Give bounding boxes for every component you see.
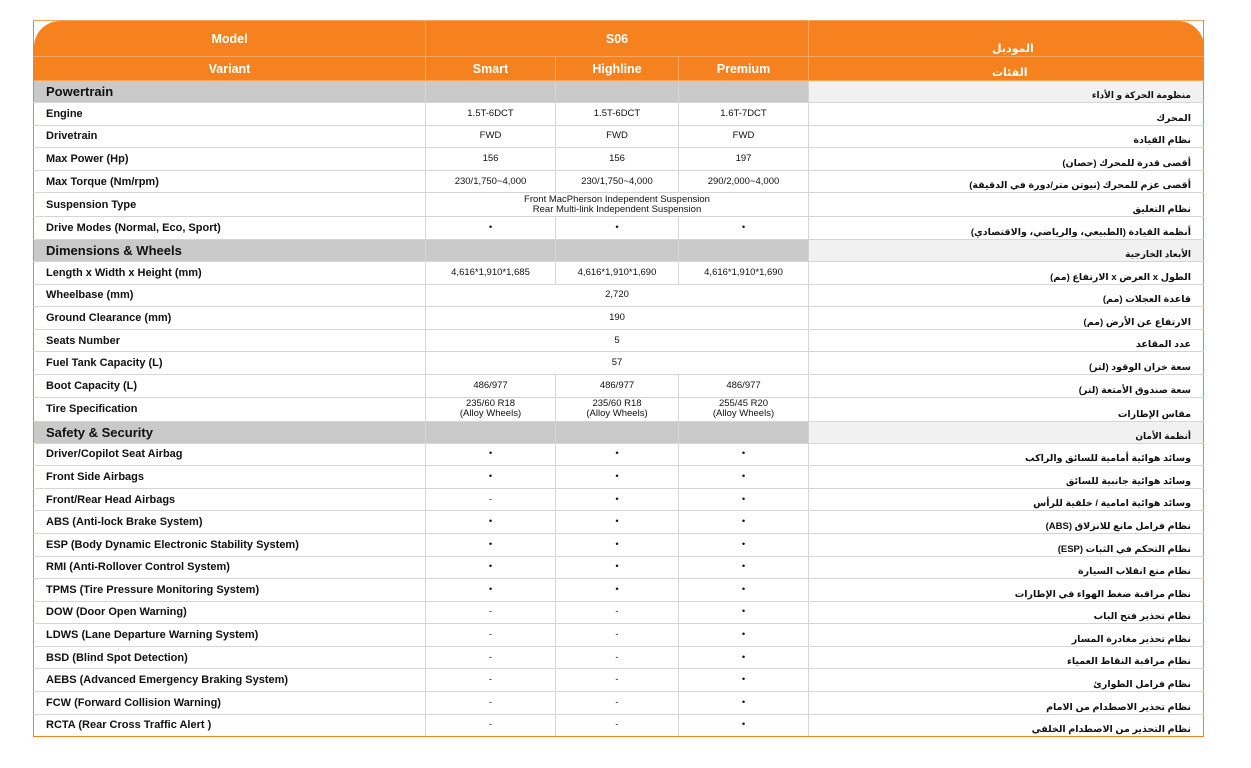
spec-value-premium — [679, 714, 809, 737]
spec-label-ar: وسائد هوائية جانبية للسائق — [809, 466, 1204, 489]
spec-value-line: - — [488, 696, 493, 708]
spec-value-line: • — [741, 719, 746, 731]
spec-label-ar: نظام القيادة — [809, 125, 1204, 148]
spec-row — [34, 352, 1204, 375]
spec-label-ar: نظام تحذير مغادرة المسار — [809, 624, 1204, 647]
spec-value-premium — [679, 217, 809, 240]
spec-label-ar: نظام تحذير فتح الباب — [809, 601, 1204, 624]
spec-label: AEBS (Advanced Emergency Braking System) — [34, 669, 426, 692]
spec-value-highline — [556, 488, 679, 511]
spec-value-smart — [426, 579, 556, 602]
spec-label-ar: سعة صندوق الأمتعة (لتر) — [809, 374, 1204, 397]
spec-label: FCW (Forward Collision Warning) — [34, 692, 426, 715]
spec-label: Fuel Tank Capacity (L) — [34, 352, 426, 375]
spec-value-line: FWD — [732, 130, 755, 142]
spec-value-line: 4,616*1,910*1,690 — [577, 266, 657, 278]
spec-value-highline — [556, 103, 679, 126]
spec-sheet — [33, 20, 1203, 737]
spec-label: Seats Number — [34, 329, 426, 352]
spec-value-highline — [556, 624, 679, 647]
spec-value-highline — [556, 556, 679, 579]
spec-value-premium — [679, 103, 809, 126]
spec-row — [34, 217, 1204, 240]
spec-value-line: (Alloy Wheels) — [712, 408, 775, 420]
spec-label: Driver/Copilot Seat Airbag — [34, 443, 426, 466]
spec-row — [34, 466, 1204, 489]
spec-value-line: • — [741, 651, 746, 663]
spec-label-ar: نظام فرامل مانع للانزلاق (ABS) — [809, 511, 1204, 534]
spec-row — [34, 193, 1204, 217]
spec-value-highline — [556, 714, 679, 737]
spec-value-line: • — [615, 583, 619, 595]
spec-value-line: 190 — [609, 311, 625, 323]
spec-label: Length x Width x Height (mm) — [34, 261, 426, 284]
spec-value-highline — [556, 170, 679, 193]
spec-value-line: • — [488, 470, 493, 482]
spec-value-line: 230/1,750~4,000 — [454, 175, 527, 187]
section-title-ar: أنظمة الأمان — [809, 421, 1204, 443]
spec-label: RMI (Anti-Rollover Control System) — [34, 556, 426, 579]
spec-row — [34, 125, 1204, 148]
spec-value-line: 4,616*1,910*1,690 — [704, 266, 783, 278]
spec-value-line: 156 — [609, 152, 625, 164]
spec-value-line: FWD — [606, 130, 628, 142]
spec-row — [34, 148, 1204, 171]
spec-value-line: - — [488, 651, 493, 663]
spec-row — [34, 624, 1204, 647]
spec-row — [34, 669, 1204, 692]
spec-value-smart — [426, 148, 556, 171]
section-title: Safety & Security — [34, 421, 426, 443]
spec-value-line: 230/1,750~4,000 — [581, 175, 653, 187]
spec-label-ar: نظام التحذير من الاصطدام الخلفي — [809, 714, 1204, 737]
spec-value-line: 4,616*1,910*1,685 — [451, 266, 530, 278]
spec-value-line: - — [615, 606, 619, 618]
spec-value-line: • — [615, 222, 619, 234]
spec-label: Drive Modes (Normal, Eco, Sport) — [34, 217, 426, 240]
section-header — [34, 81, 1204, 103]
spec-value-premium — [679, 170, 809, 193]
spec-value-smart — [426, 374, 556, 397]
spec-value-all — [426, 193, 809, 217]
spec-value-line: 235/60 R18 — [592, 398, 642, 410]
spec-value-line: 5 — [614, 334, 620, 346]
spec-value-line: • — [741, 470, 746, 482]
spec-label: Tire Specification — [34, 397, 426, 421]
variant-label: Variant — [34, 57, 426, 81]
spec-label: TPMS (Tire Pressure Monitoring System) — [34, 579, 426, 602]
spec-value-smart — [426, 533, 556, 556]
section-title-ar: منظومة الحركة و الأداء — [809, 81, 1204, 103]
spec-value-premium — [679, 443, 809, 466]
spec-value-smart — [426, 714, 556, 737]
spec-value-line: Rear Multi-link Independent Suspension — [532, 203, 702, 215]
spec-value-highline — [556, 397, 679, 421]
section-spacer — [556, 81, 679, 103]
spec-value-premium — [679, 466, 809, 489]
spec-value-line: FWD — [479, 130, 502, 142]
section-spacer — [426, 239, 556, 261]
spec-value-line: 1.6T-7DCT — [720, 107, 767, 119]
spec-value-line: - — [615, 651, 619, 663]
spec-label: BSD (Blind Spot Detection) — [34, 646, 426, 669]
spec-value-line: • — [615, 561, 619, 573]
spec-value-smart — [426, 601, 556, 624]
spec-row — [34, 443, 1204, 466]
section-spacer — [679, 239, 809, 261]
spec-value-highline — [556, 443, 679, 466]
spec-value-premium — [679, 533, 809, 556]
model-value: S06 — [426, 21, 809, 57]
spec-value-line: • — [741, 583, 746, 595]
spec-value-highline — [556, 601, 679, 624]
section-header — [34, 239, 1204, 261]
section-title: Dimensions & Wheels — [34, 239, 426, 261]
spec-label-ar: وسائد هوائية أمامية للسائق والراكب — [809, 443, 1204, 466]
spec-row — [34, 579, 1204, 602]
spec-value-premium — [679, 125, 809, 148]
spec-label: Boot Capacity (L) — [34, 374, 426, 397]
section-spacer — [679, 81, 809, 103]
spec-row — [34, 533, 1204, 556]
spec-value-line: • — [741, 516, 746, 528]
spec-label-ar: الارتفاع عن الأرض (مم) — [809, 307, 1204, 330]
spec-row — [34, 511, 1204, 534]
spec-row — [34, 170, 1204, 193]
spec-value-all — [426, 352, 809, 375]
spec-label-ar: سعة خزان الوقود (لتر) — [809, 352, 1204, 375]
spec-value-smart — [426, 511, 556, 534]
variant-label-ar: الفئات — [809, 57, 1204, 81]
spec-value-line: 486/977 — [599, 379, 635, 391]
spec-label: Wheelbase (mm) — [34, 284, 426, 307]
spec-label-ar: المحرك — [809, 103, 1204, 126]
spec-value-line: - — [488, 674, 493, 686]
spec-value-all — [426, 307, 809, 330]
spec-label: LDWS (Lane Departure Warning System) — [34, 624, 426, 647]
spec-label: Max Power (Hp) — [34, 148, 426, 171]
spec-label-ar: عدد المقاعد — [809, 329, 1204, 352]
section-spacer — [426, 81, 556, 103]
spec-label-ar: نظام تحذير الاصطدام من الامام — [809, 692, 1204, 715]
spec-value-highline — [556, 374, 679, 397]
spec-value-line: 197 — [735, 152, 752, 164]
spec-value-smart — [426, 261, 556, 284]
section-spacer — [426, 421, 556, 443]
spec-row — [34, 692, 1204, 715]
section-spacer — [556, 239, 679, 261]
spec-value-line: - — [488, 493, 493, 505]
spec-value-highline — [556, 261, 679, 284]
spec-value-smart — [426, 125, 556, 148]
spec-label: DOW (Door Open Warning) — [34, 601, 426, 624]
section-spacer — [556, 421, 679, 443]
spec-table — [33, 20, 1204, 737]
spec-value-line: - — [615, 629, 619, 641]
spec-value-smart — [426, 669, 556, 692]
section-header — [34, 421, 1204, 443]
spec-value-premium — [679, 261, 809, 284]
spec-label-ar: أقصى عزم للمحرك (نيوتن متر/دورة في الدقيقة) — [809, 170, 1204, 193]
spec-value-line: - — [615, 696, 619, 708]
spec-value-line: 57 — [611, 357, 623, 369]
spec-value-line: 156 — [482, 152, 499, 164]
spec-value-line: • — [615, 448, 619, 460]
spec-value-line: • — [615, 538, 619, 550]
model-label: Model — [34, 21, 426, 57]
spec-value-premium — [679, 669, 809, 692]
spec-value-line: - — [488, 606, 493, 618]
variant-smart: Smart — [426, 57, 556, 81]
spec-value-line: • — [741, 222, 746, 234]
section-title: Powertrain — [34, 81, 426, 103]
spec-value-line: 486/977 — [473, 379, 508, 391]
spec-value-line: 2,720 — [605, 289, 629, 301]
spec-label: Front Side Airbags — [34, 466, 426, 489]
spec-label-ar: نظام مراقبة النقاط العمياء — [809, 646, 1204, 669]
spec-label-ar: أنظمة القيادة (الطبيعي، والرياضي، والاقتصادي) — [809, 217, 1204, 240]
spec-value-premium — [679, 148, 809, 171]
spec-label-ar: نظام فرامل الطوارئ — [809, 669, 1204, 692]
spec-value-line: • — [615, 493, 619, 505]
spec-label: Drivetrain — [34, 125, 426, 148]
spec-value-smart — [426, 466, 556, 489]
spec-label-ar: أقصى قدرة للمحرك (حصان) — [809, 148, 1204, 171]
spec-value-line: • — [615, 470, 619, 482]
spec-value-line: • — [741, 606, 746, 618]
spec-value-smart — [426, 488, 556, 511]
spec-value-highline — [556, 148, 679, 171]
spec-value-highline — [556, 217, 679, 240]
spec-label-ar: نظام منع انقلاب السيارة — [809, 556, 1204, 579]
spec-value-line: 290/2,000~4,000 — [707, 175, 780, 187]
spec-label-ar: قاعدة العجلات (مم) — [809, 284, 1204, 307]
spec-value-premium — [679, 374, 809, 397]
spec-value-line: • — [615, 516, 619, 528]
spec-value-line: (Alloy Wheels) — [459, 408, 522, 420]
spec-label: Ground Clearance (mm) — [34, 307, 426, 330]
spec-value-smart — [426, 170, 556, 193]
spec-label: ESP (Body Dynamic Electronic Stability System) — [34, 533, 426, 556]
spec-row — [34, 284, 1204, 307]
spec-row — [34, 374, 1204, 397]
spec-value-highline — [556, 533, 679, 556]
spec-row — [34, 261, 1204, 284]
section-title-ar: الأبعاد الخارجية — [809, 239, 1204, 261]
spec-value-premium — [679, 488, 809, 511]
spec-value-smart — [426, 556, 556, 579]
spec-row — [34, 556, 1204, 579]
spec-value-smart — [426, 103, 556, 126]
spec-row — [34, 329, 1204, 352]
spec-value-smart — [426, 397, 556, 421]
spec-value-highline — [556, 579, 679, 602]
spec-value-premium — [679, 646, 809, 669]
variant-premium: Premium — [679, 57, 809, 81]
spec-label: Max Torque (Nm/rpm) — [34, 170, 426, 193]
spec-value-all — [426, 284, 809, 307]
spec-value-line: 235/60 R18 — [465, 398, 516, 410]
section-spacer — [679, 421, 809, 443]
spec-value-line: • — [741, 696, 746, 708]
spec-label: ABS (Anti-lock Brake System) — [34, 511, 426, 534]
spec-value-highline — [556, 646, 679, 669]
spec-row — [34, 397, 1204, 421]
spec-value-line: 255/45 R20 — [718, 398, 769, 410]
spec-value-line: • — [741, 674, 746, 686]
spec-label-ar: نظام التحكم في الثبات (ESP) — [809, 533, 1204, 556]
spec-value-smart — [426, 443, 556, 466]
spec-value-line: - — [488, 629, 493, 641]
variant-header-row — [34, 57, 1204, 81]
spec-value-line: 486/977 — [726, 379, 761, 391]
spec-value-premium — [679, 556, 809, 579]
spec-value-line: - — [615, 674, 619, 686]
spec-value-line: - — [615, 719, 619, 731]
spec-value-smart — [426, 646, 556, 669]
spec-value-line: • — [741, 493, 746, 505]
spec-value-line: • — [741, 561, 746, 573]
spec-value-premium — [679, 579, 809, 602]
spec-row — [34, 714, 1204, 737]
spec-value-line: • — [488, 583, 493, 595]
spec-label-ar: نظام التعليق — [809, 193, 1204, 217]
spec-label: Engine — [34, 103, 426, 126]
spec-value-smart — [426, 217, 556, 240]
spec-value-premium — [679, 624, 809, 647]
spec-value-line: 1.5T-6DCT — [467, 107, 514, 119]
spec-value-line: • — [488, 222, 493, 234]
variant-highline: Highline — [556, 57, 679, 81]
spec-label: RCTA (Rear Cross Traffic Alert ) — [34, 714, 426, 737]
spec-value-highline — [556, 125, 679, 148]
spec-value-smart — [426, 624, 556, 647]
spec-value-premium — [679, 692, 809, 715]
spec-row — [34, 646, 1204, 669]
spec-row — [34, 488, 1204, 511]
spec-value-line: - — [488, 719, 493, 731]
model-label-ar: الموديل — [809, 21, 1204, 57]
spec-value-premium — [679, 601, 809, 624]
spec-label: Suspension Type — [34, 193, 426, 217]
spec-row — [34, 307, 1204, 330]
spec-value-all — [426, 329, 809, 352]
spec-value-line: • — [488, 561, 493, 573]
spec-value-highline — [556, 669, 679, 692]
spec-label-ar: نظام مراقبة ضغط الهواء في الإطارات — [809, 579, 1204, 602]
spec-label-ar: الطول x العرض x الارتفاع (مم) — [809, 261, 1204, 284]
spec-value-line: Front MacPherson Independent Suspension — [524, 193, 710, 205]
spec-row — [34, 601, 1204, 624]
spec-value-line: • — [488, 448, 493, 460]
spec-value-line: • — [488, 538, 493, 550]
spec-value-highline — [556, 692, 679, 715]
spec-value-line: 1.5T-6DCT — [593, 107, 641, 119]
spec-value-line: (Alloy Wheels) — [586, 408, 648, 420]
spec-value-line: • — [488, 516, 493, 528]
spec-value-highline — [556, 511, 679, 534]
spec-value-premium — [679, 397, 809, 421]
spec-value-smart — [426, 692, 556, 715]
spec-value-line: • — [741, 629, 746, 641]
spec-label: Front/Rear Head Airbags — [34, 488, 426, 511]
spec-row — [34, 103, 1204, 126]
spec-label-ar: وسائد هوائية امامية / خلفية للرأس — [809, 488, 1204, 511]
spec-value-line: • — [741, 538, 746, 550]
spec-label-ar: مقاس الإطارات — [809, 397, 1204, 421]
spec-value-line: • — [741, 448, 746, 460]
model-header-row — [34, 21, 1204, 57]
spec-value-premium — [679, 511, 809, 534]
spec-value-highline — [556, 466, 679, 489]
